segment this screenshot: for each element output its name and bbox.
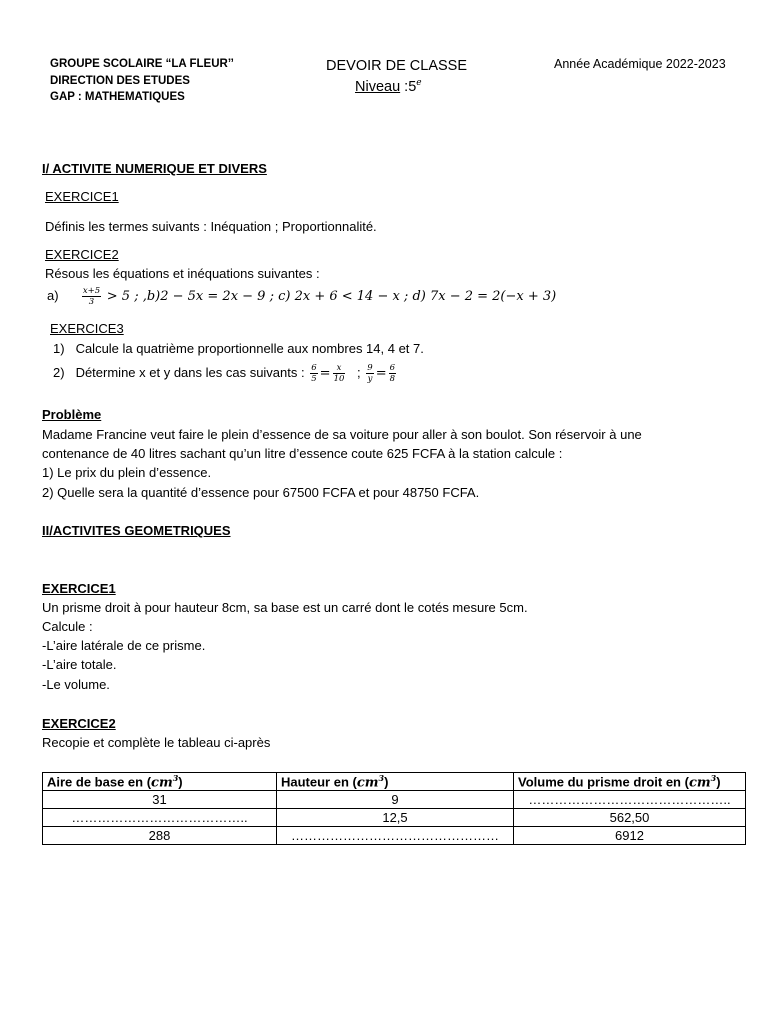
s1-ex2-title: EXERCICE2 [45, 247, 119, 262]
table-row [43, 827, 746, 845]
niveau [355, 78, 422, 95]
s1-ex3-item2: 2) Détermine x et y dans les cas suivants : $\frac{6}{5}$ = $\frac{x}{10}$ ; $\frac{9}{y}$ = $\frac{6}{8}$ [53, 363, 396, 385]
niveau-value: 5 [408, 78, 417, 95]
table-cell: 9 [277, 791, 514, 809]
probleme-line1: Madame Francine veut faire le plein d’essence de sa voiture pour aller à son boulot. Son réservoir à une [42, 427, 642, 442]
s2-ex1-line1: Un prisme droit à pour hauteur 8cm, sa base est un carré dont le cotés mesure 5cm. [42, 600, 528, 615]
direction-label: DIRECTION DES ETUDES [50, 75, 190, 87]
probleme-line4: 2) Quelle sera la quantité d’essence pour 67500 FCFA et pour 48750 FCFA. [42, 485, 480, 500]
s1-ex2-text: Résous les équations et inéquations suivantes : [45, 266, 320, 281]
table-cell: ………………………………………… [277, 827, 514, 845]
s2-ex1-line5: -Le volume. [42, 677, 110, 692]
school-name: GROUPE SCOLAIRE “LA FLEUR’’ [50, 58, 234, 70]
probleme-line2: contenance de 40 litres sachant qu’un litre d’essence coute 625 FCFA à la station calcule : [42, 446, 563, 461]
probleme-title: Problème [42, 407, 102, 422]
probleme-line3: 1) Le prix du plein d’essence. [42, 465, 212, 480]
gap-label: GAP : MATHEMATIQUES [50, 91, 185, 103]
s1-ex2-equations [47, 284, 556, 309]
s2-ex1-line3: -L’aire latérale de ce prisme. [42, 638, 206, 653]
page-title: DEVOIR DE CLASSE [326, 58, 468, 74]
s1-ex3-item1: 1) Calcule la quatrième proportionnelle aux nombres 14, 4 et 7. [53, 341, 424, 356]
equations-line: > 5 ; ,b)2 − 5x = 2x − 9 ; c) 2x + 6 < 14 − x ; d) 7x − 2 = 2(−x + 3) [106, 289, 557, 304]
table-row [43, 809, 746, 827]
s1-ex1-text: Définis les termes suivants : Inéquation ; Proportionnalité. [45, 219, 377, 234]
s2-ex1-title: EXERCICE1 [42, 581, 116, 596]
table-header-cell: Hauteur en $(cm^3)$ [277, 773, 514, 791]
table-cell: 31 [43, 791, 277, 809]
prism-table [42, 772, 746, 845]
fraction-9-over-y: $\frac{9}{y}$ [367, 363, 373, 385]
s1-ex1-title: EXERCICE1 [45, 189, 119, 204]
table-header-cell: Aire de base en $(cm^3)$ [43, 773, 277, 791]
niveau-label: Niveau [355, 78, 401, 95]
table-row [43, 791, 746, 809]
item-a-label: a) [47, 288, 59, 303]
fraction-6-over-5: $\frac{6}{5}$ [311, 363, 317, 385]
fraction-x-plus-5-over-3: $\frac{x+5}{3}$ [82, 286, 101, 308]
table-header-cell: Volume du prisme droit en $(cm^3)$ [514, 773, 746, 791]
table-cell: ……………………………………….. [514, 791, 746, 809]
table-header-row [43, 773, 746, 791]
s2-ex2-text: Recopie et complète le tableau ci-après [42, 735, 271, 750]
table-cell: ………………………………….. [43, 809, 277, 827]
fraction-x-over-10: $\frac{x}{10}$ [333, 363, 345, 385]
section2-title: II/ACTIVITES GEOMETRIQUES [42, 523, 231, 538]
s2-ex1-line4: -L’aire totale. [42, 657, 117, 672]
niveau-sup: e [416, 78, 422, 88]
table-cell: 6912 [514, 827, 746, 845]
section1-title: I/ ACTIVITE NUMERIQUE ET DIVERS [42, 161, 267, 176]
table-cell: 12,5 [277, 809, 514, 827]
table-cell: 562,50 [514, 809, 746, 827]
s1-ex3-title: EXERCICE3 [50, 321, 124, 336]
s2-ex1-line2: Calcule : [42, 619, 93, 634]
academic-year: Année Académique 2022-2023 [554, 57, 726, 71]
table-cell: 288 [43, 827, 277, 845]
niveau-sep: : [400, 78, 409, 95]
fraction-6-over-8: $\frac{6}{8}$ [389, 363, 396, 385]
s2-ex2-title: EXERCICE2 [42, 716, 116, 731]
